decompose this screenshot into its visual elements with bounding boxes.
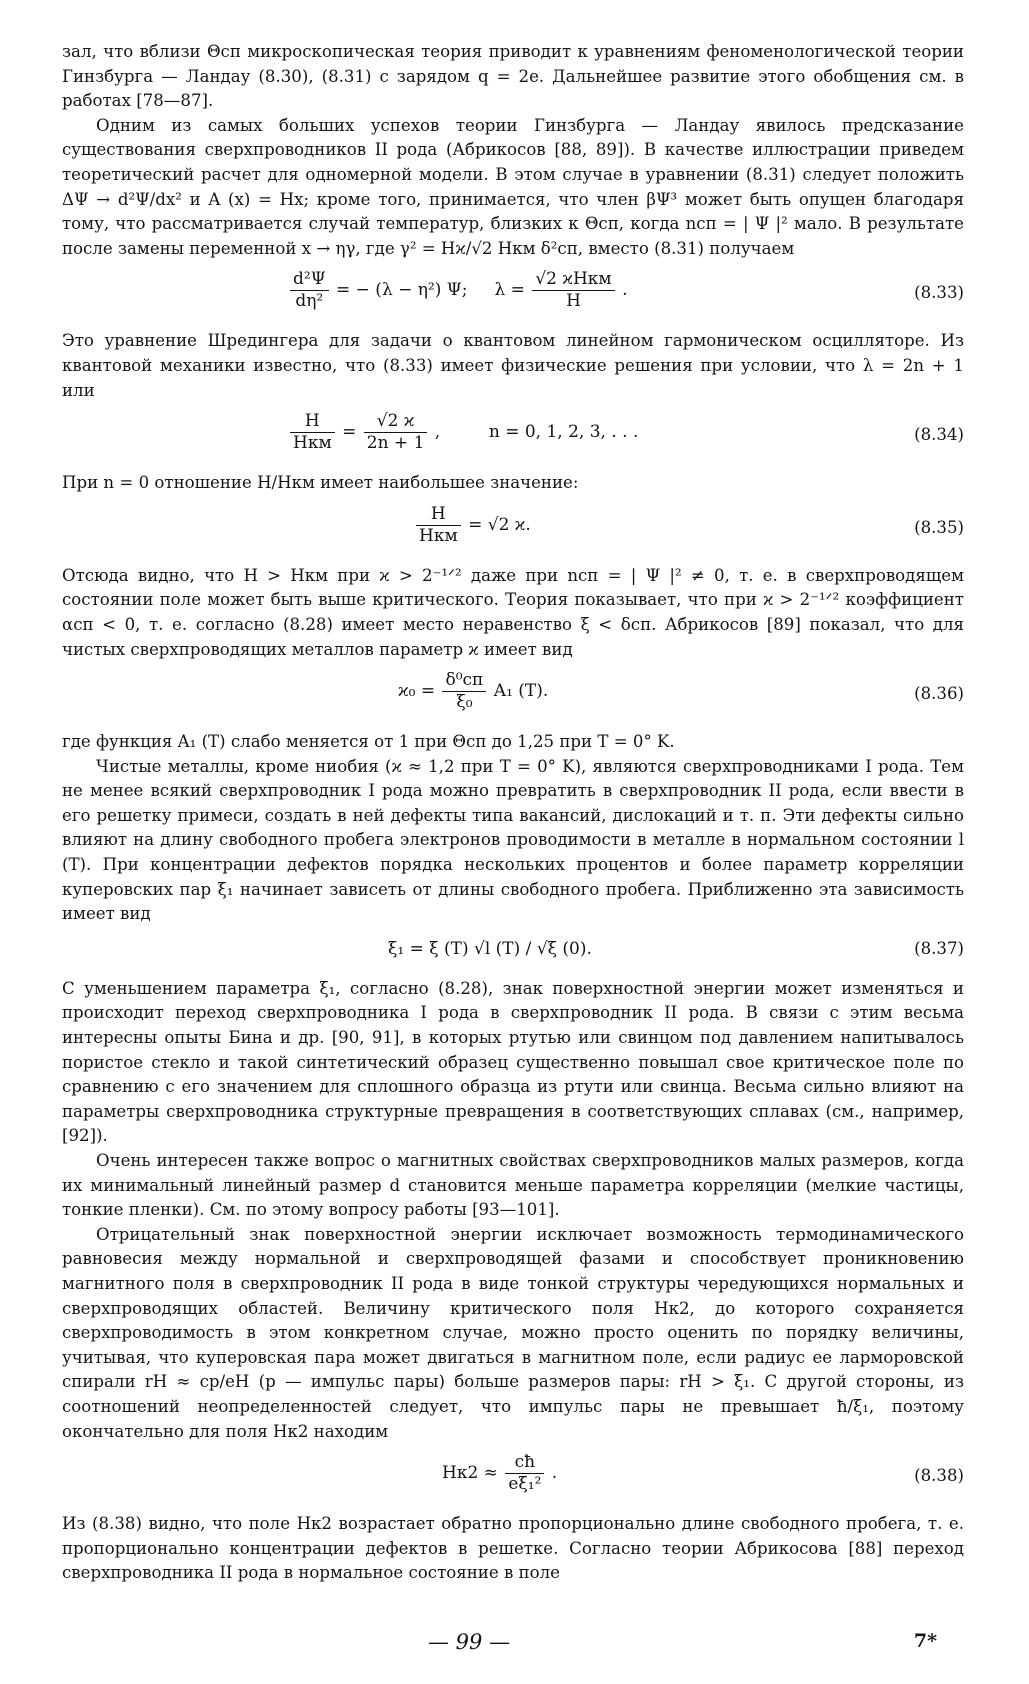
- equation-8-35: [62, 504, 964, 554]
- eq-numerator: d²Ψ: [290, 269, 329, 291]
- equation-number: (8.34): [914, 425, 964, 445]
- eq-denominator: H: [566, 291, 581, 312]
- page-number: — 99 —: [428, 1630, 511, 1654]
- eq-text: Hк2 ≈: [442, 1463, 498, 1484]
- eq-numerator: cħ: [505, 1452, 544, 1474]
- paragraph: зал, что вблизи Θсп микроскопическая теория приводит к уравнениям феноменологической теории Гинзбурга — Ландау (8.30), (8.31) с зарядом q = 2e. Дальнейшее развитие этого обобщения см. в работах [78—87].: [62, 42, 964, 111]
- eq-denominator: Hкм: [419, 525, 458, 546]
- paragraph: Из (8.38) видно, что поле Hк2 возрастает обратно пропорционально длине свободного пробега, т. е. пропорционально концентрации дефектов в решетке. Согласно теории Абрикосова [88] переход сверхпроводника II рода в нормальное состояние в поле: [62, 1514, 964, 1583]
- eq-numerator: √2 ϰHкм: [532, 269, 614, 291]
- eq-denominator: 2n + 1: [366, 433, 425, 454]
- eq-text: =: [342, 422, 357, 443]
- eq-text: ϰ₀ =: [398, 681, 436, 702]
- eq-text: .: [551, 1463, 558, 1484]
- eq-text: = √2 ϰ.: [468, 514, 531, 535]
- eq-denominator: dη²: [295, 291, 324, 312]
- page-body: [62, 40, 964, 1586]
- equation-number: (8.33): [914, 283, 964, 303]
- eq-text: λ =: [494, 280, 525, 301]
- eq-text: A₁ (T).: [493, 681, 549, 702]
- paragraph: С уменьшением параметра ξ₁, согласно (8.28), знак поверхностной энергии может изменяться и происходит переход сверхпроводника I рода в сверхпроводник II рода. В связи с этим весьма интересны опыты Бина и др. [90, 91], в которых ртутью или свинцом под давлением напитывалось пористое стекло и такой синтетический образец существенно повышал свое критическое поле по сравнению с его значением для сплошного образца из ртути или свинца. Весьма сильно влияют на параметры сверхпроводника структурные превращения в соответствующих сплавах (см., например, [92]).: [62, 978, 964, 1146]
- paragraph: где функция A₁ (T) слабо меняется от 1 при Θсп до 1,25 при T = 0° K.: [62, 732, 675, 752]
- equation-8-33: [62, 269, 964, 319]
- paragraph: Отрицательный знак поверхностной энергии исключает возможность термодинамического равновесия между нормальной и сверхпроводящей фазами и способствует проникновению магнитного поля в сверхпроводник II рода в виде тонкой структуры чередующихся нормальных и сверхпроводящих областей. Величину критического поля Hк2, до которого сохраняется сверхпроводимость в этом конкретном случае, можно просто оценить по порядку величины, учитывая, что куперовская пара может двигаться в магнитном поле, если радиус ее ларморовской спирали rH ≈ cp/eH (p — импульс пары) больше размеров пары: rH > ξ₁. С другой стороны, из соотношений неопределенностей следует, что импульс пары не превышает ħ/ξ₁, поэтому окончательно для поля Hк2 находим: [62, 1224, 964, 1441]
- paragraph: Чистые металлы, кроме ниобия (ϰ ≈ 1,2 при T = 0° K), являются сверхпроводниками I рода. Тем не менее всякий сверхпроводник I рода можно превратить в сверхпроводник II рода, если ввести в его решетку примеси, создать в ней дефекты типа вакансий, дислокаций и т. п. Эти дефекты сильно влияют на длину свободного пробега электронов проводимости в металле в нормальном состоянии l (T). При концентрации дефектов порядка нескольких процентов и более параметр корреляции куперовских пар ξ₁ начинает зависеть от длины свободного пробега. Приближенно эта зависимость имеет вид: [62, 756, 964, 924]
- eq-text: ,: [434, 422, 441, 443]
- equation-number: (8.37): [914, 938, 964, 958]
- equation-number: (8.36): [914, 684, 964, 704]
- equation-8-38: [62, 1452, 964, 1502]
- eq-text: ξ₁ = ξ (T) √l (T) / √ξ (0).: [388, 938, 592, 959]
- paragraph: Отсюда видно, что H > Hкм при ϰ > 2⁻¹ᐟ² даже при nсп = | Ψ |² ≠ 0, т. е. в сверхпроводящем состоянии поле может быть выше критического. Теория показывает, что при ϰ > 2⁻¹ᐟ² коэффициент αсп < 0, т. е. согласно (8.28) имеет место неравенство ξ < δсп. Абрикосов [89] показал, что для чистых сверхпроводящих металлов параметр ϰ имеет вид: [62, 565, 964, 659]
- eq-text: .: [622, 280, 628, 301]
- eq-denominator: Hкм: [293, 433, 332, 454]
- paragraph: При n = 0 отношение H/Hкм имеет наибольшее значение:: [62, 473, 579, 493]
- equation-number: (8.35): [914, 517, 964, 537]
- page-footer: [0, 1630, 1029, 1660]
- eq-numerator: √2 ϰ: [364, 411, 428, 433]
- paragraph: Одним из самых больших успехов теории Гинзбурга — Ландау явилось предсказание существования сверхпроводников II рода (Абрикосов [88, 89]). В качестве иллюстрации приведем теоретический расчет для одномерной модели. В этом случае в уравнении (8.31) следует положить ΔΨ → d²Ψ/dx² и A (x) = Hx; кроме того, принимается, что член βΨ³ может быть опущен благодаря тому, что рассматривается случай температур, близких к Θсп, когда nсп = | Ψ |² мало. В результате после замены переменной x → ηγ, где γ² = Hϰ/√2 Hкм δ²сп, вместо (8.31) получаем: [62, 115, 964, 258]
- equation-8-34: [62, 411, 964, 461]
- eq-numerator: H: [290, 411, 335, 433]
- eq-numerator: δ⁰сп: [442, 670, 486, 692]
- paragraph: Очень интересен также вопрос о магнитных свойствах сверхпроводников малых размеров, когда их минимальный линейный размер d становится меньше параметра корреляции (мелкие частицы, тонкие пленки). См. по этому вопросу работы [93—101].: [62, 1151, 964, 1220]
- equation-8-36: [62, 670, 964, 720]
- paragraph: Это уравнение Шредингера для задачи о квантовом линейном гармоническом осцилляторе. Из квантовой механики известно, что (8.33) имеет физические решения при условии, что λ = 2n + 1 или: [62, 331, 964, 400]
- eq-condition: n = 0, 1, 2, 3, . . .: [488, 422, 639, 443]
- eq-denominator: ξ₀: [456, 692, 473, 713]
- signature-mark: 7*: [913, 1630, 937, 1652]
- eq-text: = − (λ − η²) Ψ;: [336, 280, 468, 301]
- equation-number: (8.38): [914, 1466, 964, 1486]
- equation-8-37: [62, 935, 964, 967]
- eq-denominator: eξ₁²: [508, 1474, 542, 1495]
- eq-numerator: H: [416, 504, 461, 526]
